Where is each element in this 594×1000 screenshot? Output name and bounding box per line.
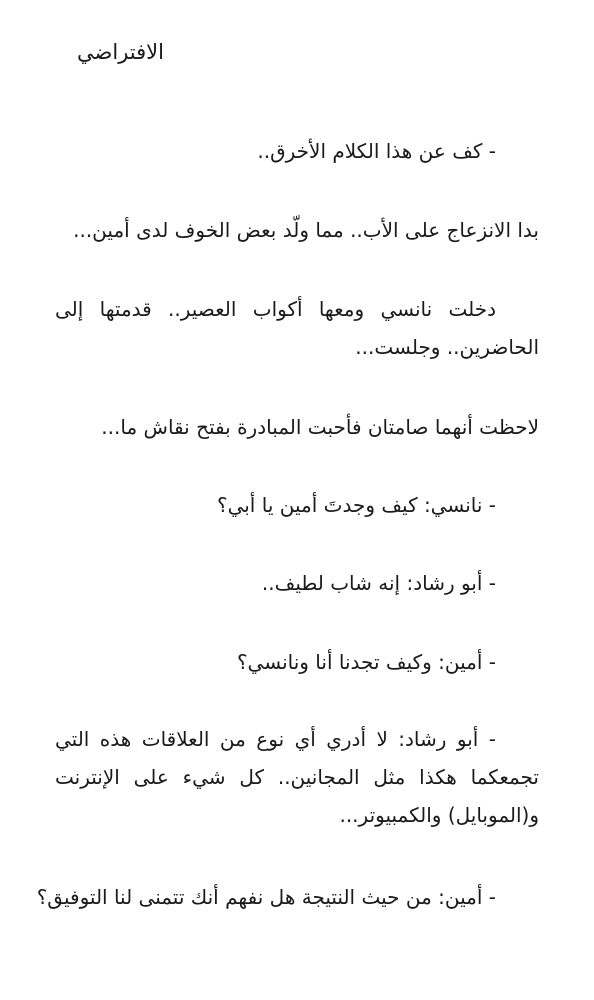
- paragraph-1: - كف عن هذا الكلام الأخرق..: [257, 139, 496, 163]
- paragraph-5: - نانسي: كيف وجدتَ أمين يا أبي؟: [216, 493, 496, 517]
- paragraph-6: - أبو رشاد: إنه شاب لطيف..: [261, 571, 496, 595]
- paragraph-2: بدا الانزعاج على الأب.. مما ولّد بعض الخوف لدى أمين...: [73, 218, 539, 242]
- paragraph-3: دخلت نانسي ومعها أكواب العصير.. قدمتها إلى الحاضرين.. وجلست...: [55, 297, 539, 359]
- paragraph-9: - أمين: من حيث النتيجة هل نفهم أنك تتمنى لنا التوفيق؟: [36, 885, 496, 909]
- paragraph-4: لاحظت أنهما صامتان فأحبت المبادرة بفتح نقاش ما...: [101, 415, 539, 439]
- running-header: الافتراضي: [77, 40, 164, 64]
- paragraph-7: - أمين: وكيف تجدنا أنا ونانسي؟: [236, 650, 496, 674]
- paragraph-8: - أبو رشاد: لا أدري أي نوع من العلاقات هذه التي تجمعكما هكذا مثل المجانين.. كل شيء على الإنترنت و(الموبايل) والكمبيوتر...: [55, 727, 539, 827]
